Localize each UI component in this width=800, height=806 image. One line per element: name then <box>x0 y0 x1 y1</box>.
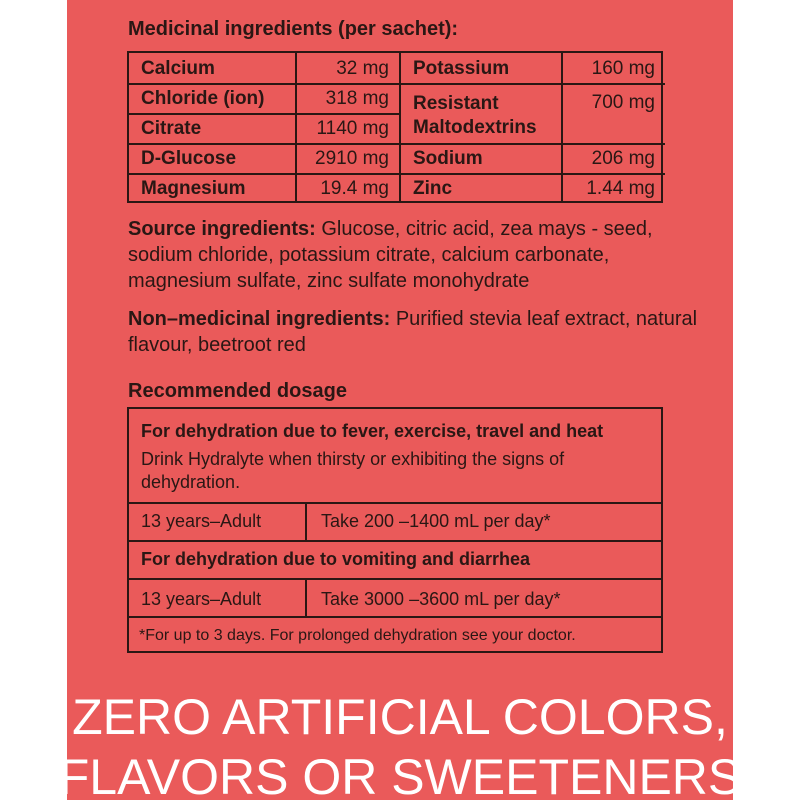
source-label: Source ingredients: <box>128 218 316 240</box>
ingredient-name: Citrate <box>141 118 202 139</box>
dosage-table <box>127 407 663 653</box>
ingredient-name: D-Glucose <box>141 148 237 169</box>
dosage-footnote: *For up to 3 days. For prolonged dehydration see your doctor. <box>139 627 576 644</box>
non-medicinal-ingredients <box>128 306 698 358</box>
ingredient-name: Calcium <box>141 58 215 79</box>
dosage-title: Recommended dosage <box>128 380 347 402</box>
source-text: Glucose, citric acid, zea mays - seed, sodium chloride, potassium citrate, calcium carbonate, magnesium sulfate, zinc sulfate monohydrate <box>128 218 653 292</box>
ingredient-name: Potassium <box>413 58 510 79</box>
ingredient-name: Chloride (ion) <box>141 88 265 109</box>
dosage-age: 13 years–Adult <box>141 589 262 609</box>
dosage-amount: Take 200 –1400 mL per day* <box>321 511 551 531</box>
ingredient-value: 700 mg <box>591 92 655 113</box>
banner-line-1: ZERO ARTIFICIAL COLORS, <box>72 689 728 745</box>
ingredient-value: 2910 mg <box>315 148 389 169</box>
non-medicinal-text: Purified stevia leaf extract, natural flavour, beetroot red <box>128 308 698 356</box>
ingredient-value: 206 mg <box>591 148 655 169</box>
source-ingredients <box>128 216 698 294</box>
ingredient-name: Magnesium <box>141 178 246 199</box>
ingredient-name: Zinc <box>413 178 453 199</box>
ingredient-value: 19.4 mg <box>320 178 389 199</box>
medicinal-table <box>127 51 663 203</box>
ingredient-value: 160 mg <box>591 58 655 79</box>
dosage-section2-heading: For dehydration due to vomiting and diarrhea <box>141 549 531 569</box>
dosage-amount: Take 3000 –3600 mL per day* <box>321 589 561 609</box>
ingredient-value: 32 mg <box>336 58 389 79</box>
non-medicinal-label: Non–medicinal ingredients: <box>128 308 391 330</box>
dosage-section1-heading: For dehydration due to fever, exercise, travel and heat <box>141 421 604 441</box>
medicinal-title: Medicinal ingredients (per sachet): <box>128 18 459 40</box>
ingredient-value: 1140 mg <box>316 118 389 139</box>
ingredient-value: 318 mg <box>325 88 389 109</box>
ingredient-name: Resistant Maltodextrins <box>413 93 537 138</box>
dosage-section1-text: Drink Hydralyte when thirsty or exhibiting the signs of dehydration. <box>141 449 565 492</box>
ingredient-value: 1.44 mg <box>586 178 655 199</box>
dosage-age: 13 years–Adult <box>141 511 262 531</box>
banner-line-2: FLAVORS OR SWEETENERS <box>58 749 742 805</box>
ingredient-name: Sodium <box>413 148 483 169</box>
